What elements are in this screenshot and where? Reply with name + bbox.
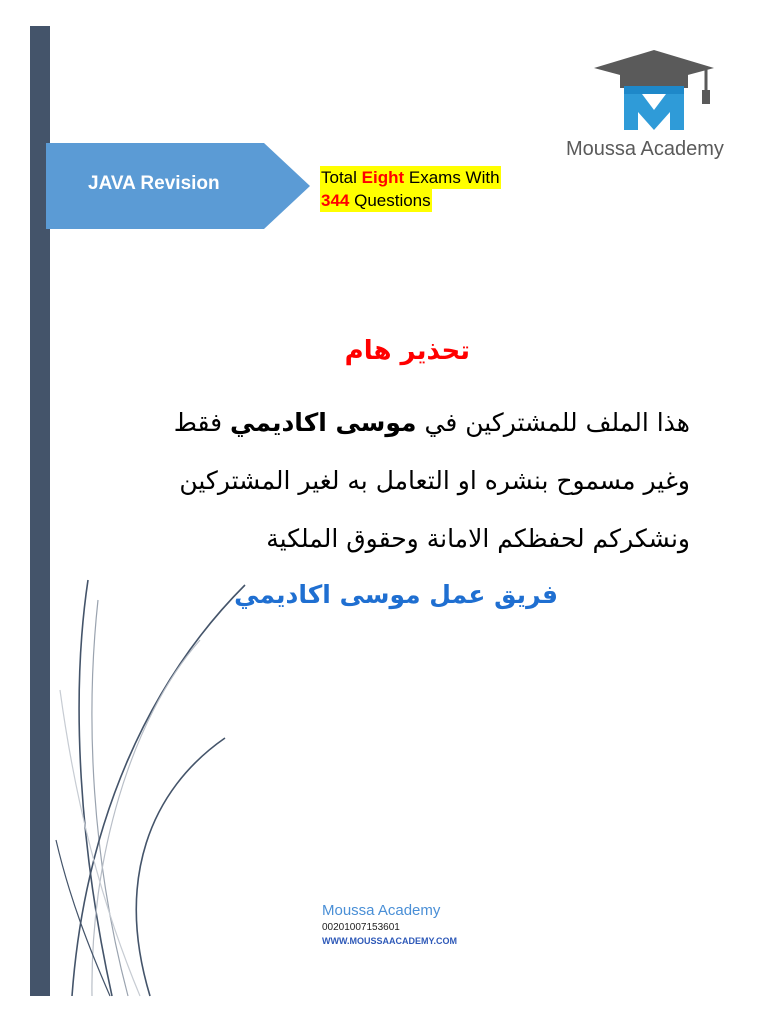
academy-name-bold: موسى اكاديمي bbox=[230, 408, 417, 437]
warning-line-1-prefix: هذا الملف للمشتركين في bbox=[416, 408, 690, 437]
exams-suffix: Exams With bbox=[404, 168, 500, 187]
exams-line-2 bbox=[320, 189, 432, 212]
warning-line-2: وغير مسموح بنشره او التعامل به لغير المشتركين bbox=[179, 466, 690, 495]
warning-line-1-suffix: فقط bbox=[173, 408, 231, 437]
exams-summary bbox=[320, 166, 501, 212]
logo-name: Moussa Academy bbox=[566, 138, 724, 160]
warning-line-3: ونشكركم لحفظكم الامانة وحقوق الملكية bbox=[266, 524, 690, 553]
questions-suffix: Questions bbox=[349, 191, 431, 210]
footer-academy-name: Moussa Academy bbox=[322, 902, 441, 919]
exams-count-word: Eight bbox=[361, 168, 405, 187]
footer-website-link[interactable]: WWW.MOUSSAACADEMY.COM bbox=[322, 936, 457, 946]
footer-phone: 00201007153601 bbox=[322, 922, 400, 933]
exams-line-1 bbox=[320, 166, 501, 189]
exams-prefix: Total bbox=[321, 168, 362, 187]
questions-count: 344 bbox=[321, 191, 350, 210]
banner-label: JAVA Revision bbox=[88, 173, 220, 194]
warning-title: تحذير هام bbox=[344, 336, 470, 366]
warning-line-1 bbox=[0, 408, 690, 437]
team-signature: فريق عمل موسى اكاديمي bbox=[234, 580, 558, 609]
